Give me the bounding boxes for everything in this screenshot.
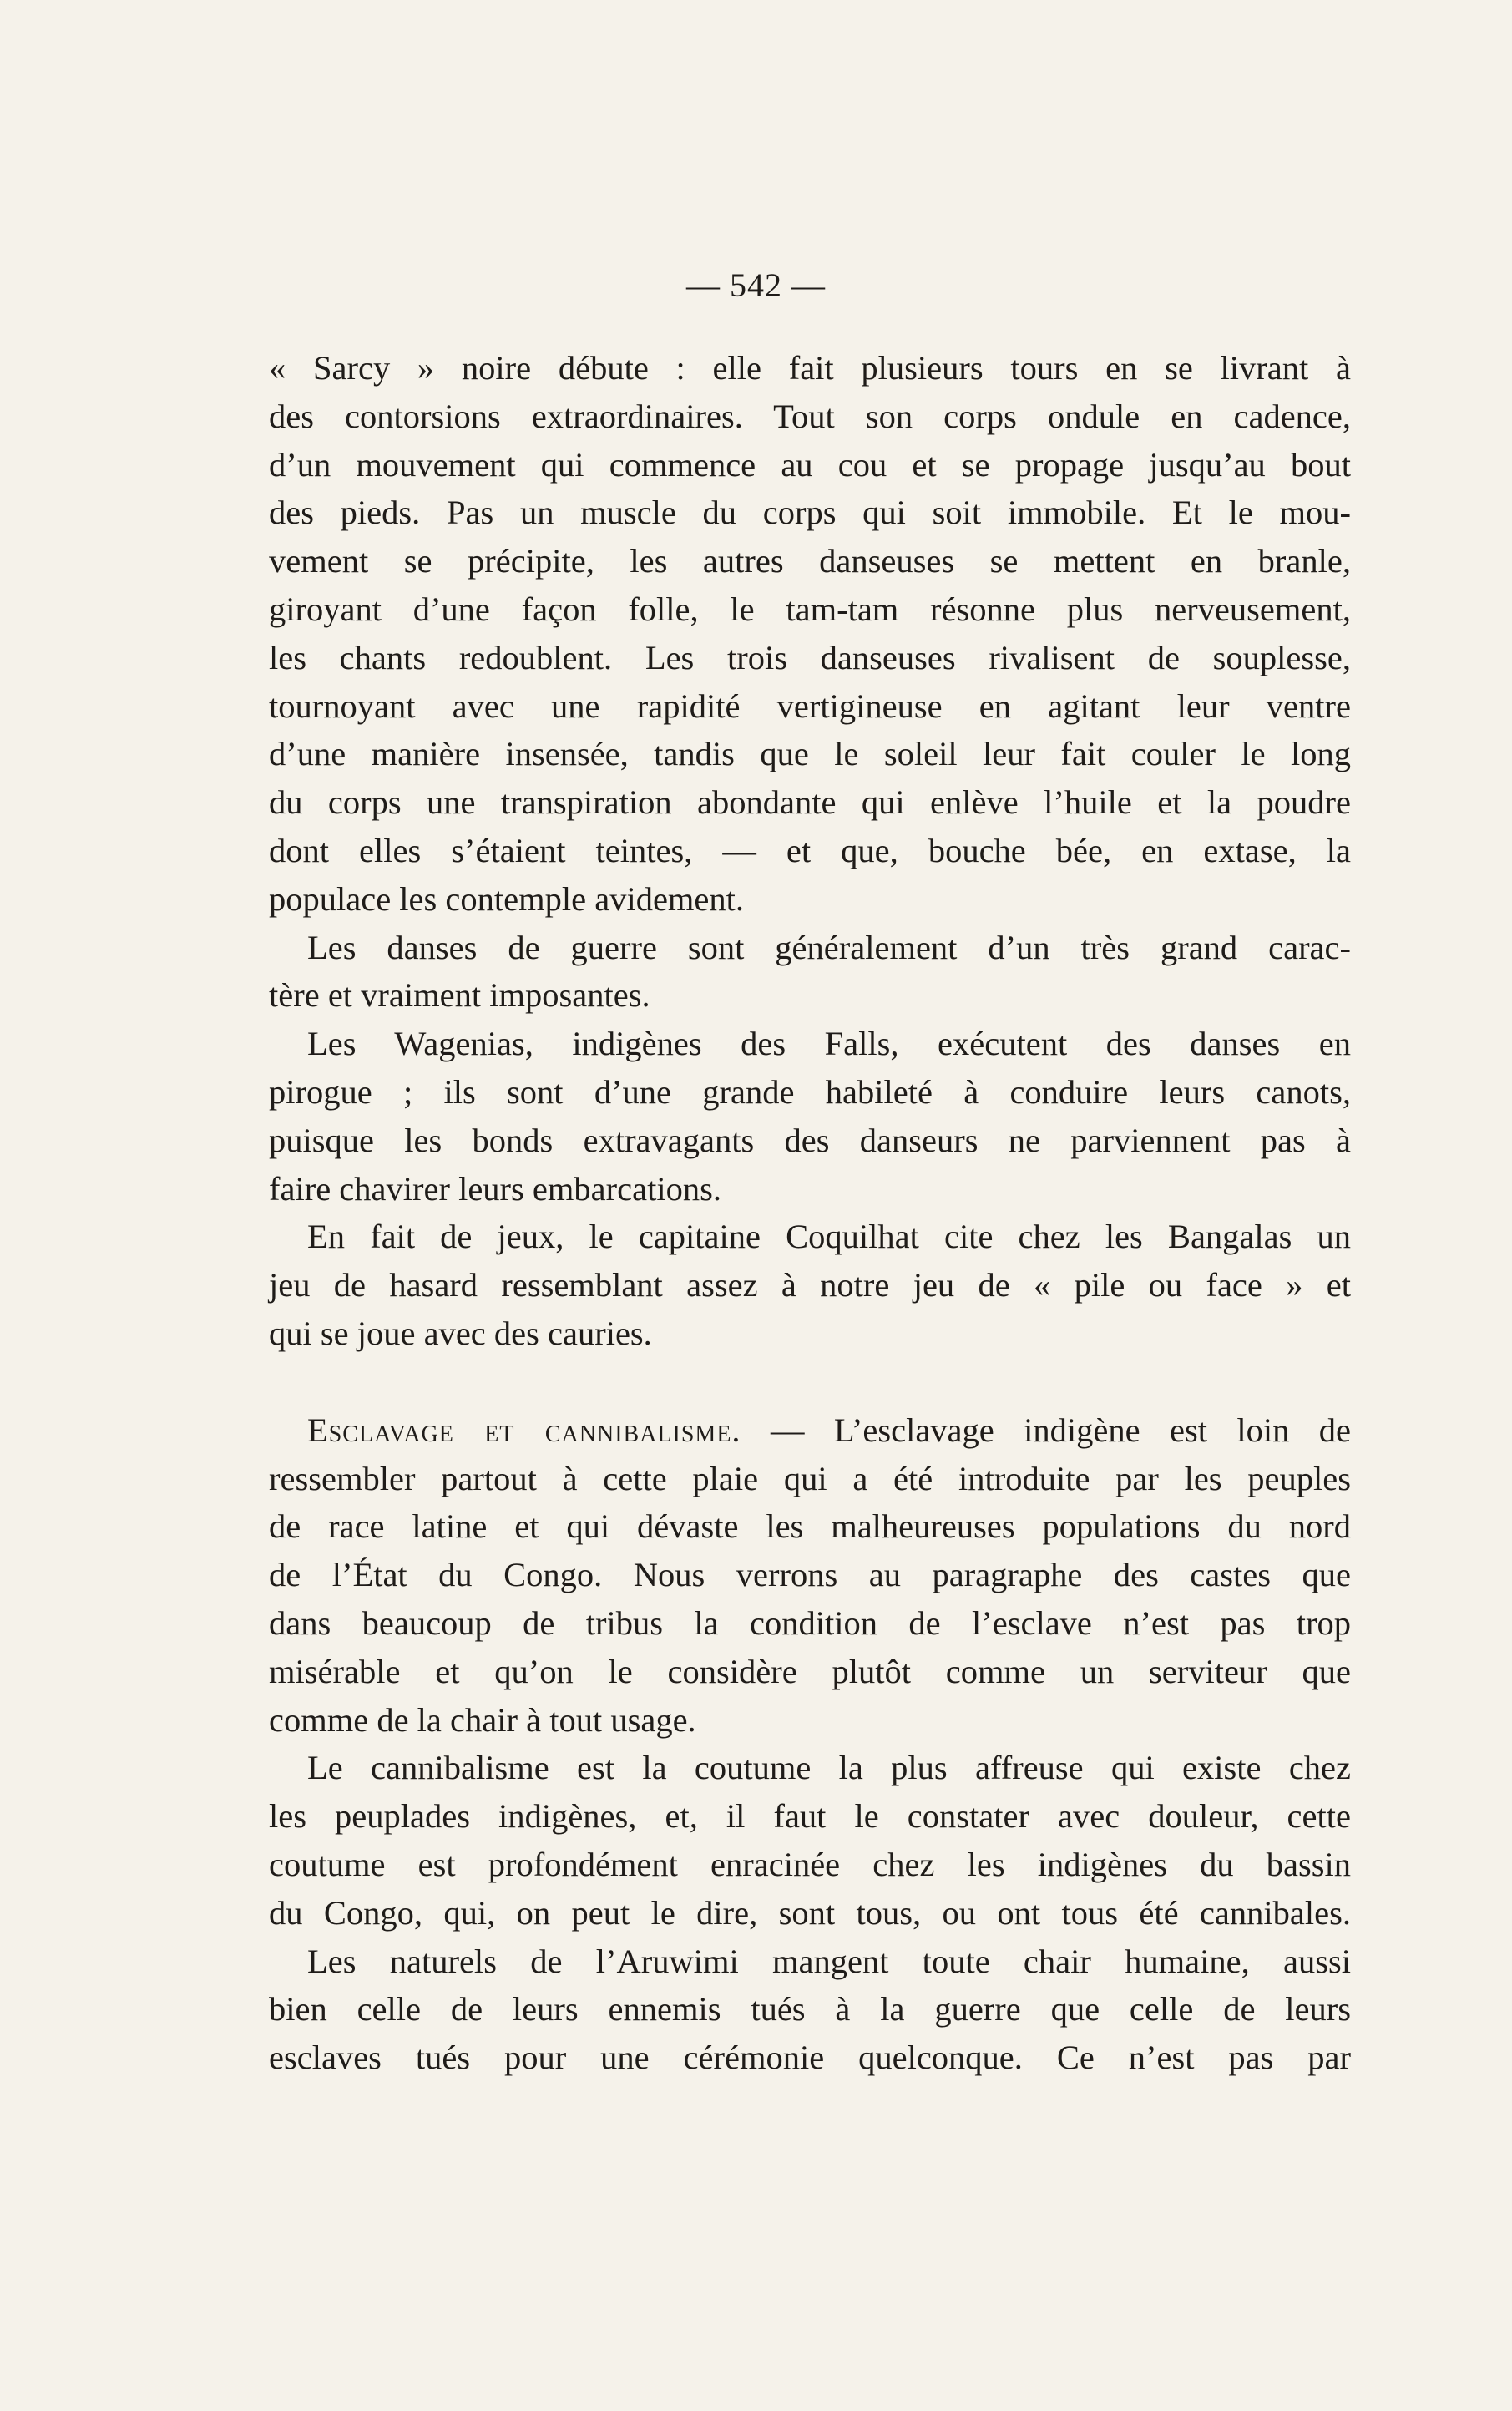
text-line: du corps une transpiration abondante qui enlève l’huile et la poudre [269, 783, 1351, 822]
text-line: « Sarcy » noire débute : elle fait plusieurs tours en se livrant à [269, 349, 1351, 387]
text-line: puisque les bonds extravagants des danseurs ne parviennent pas à [269, 1121, 1351, 1159]
text-line: qui se joue avec des cauries. [269, 1314, 652, 1352]
paragraph [269, 1020, 1351, 1213]
text-line: d’une manière insensée, tandis que le soleil leur fait couler le long [269, 735, 1351, 773]
text-line: Le cannibalisme est la coutume la plus affreuse qui existe chez [307, 1749, 1351, 1787]
text-line: les peuplades indigènes, et, il faut le constater avec douleur, cette [269, 1797, 1351, 1836]
body-text [269, 344, 1351, 2082]
text-line: esclaves tués pour une cérémonie quelconque. Ce n’est pas par [269, 2039, 1351, 2077]
text-line: giroyant d’une façon folle, le tam-tam résonne plus nerveusement, [269, 590, 1351, 628]
text-line: tère et vraiment imposantes. [269, 976, 650, 1015]
text-line: dont elles s’étaient teintes, — et que, bouche bée, en extase, la [269, 831, 1351, 869]
text-line: de race latine et qui dévaste les malheureuses populations du nord [269, 1507, 1351, 1546]
text-line: vement se précipite, les autres danseuses se mettent en branle, [269, 542, 1351, 580]
paragraph [269, 1213, 1351, 1357]
text-line: bien celle de leurs ennemis tués à la guerre que celle de leurs [269, 1990, 1351, 2029]
text-line: des contorsions extraordinaires. Tout son corps ondule en cadence, [269, 397, 1351, 435]
text-line: ressembler partout à cette plaie qui a été introduite par les peuples [269, 1459, 1351, 1497]
paragraph [269, 924, 1351, 1021]
section-first-line [269, 1406, 1351, 1455]
text-line: d’un mouvement qui commence au cou et se propage jusqu’au bout [269, 445, 1351, 484]
text-line: pirogue ; ils sont d’une grande habileté à conduire leurs canots, [269, 1072, 1351, 1111]
section-gap [269, 1358, 1351, 1406]
text-line: les chants redoublent. Les trois danseuses rivalisent de souplesse, [269, 638, 1351, 676]
text-line: tournoyant avec une rapidité vertigineuse en agitant leur ventre [269, 686, 1351, 725]
paragraph [269, 1744, 1351, 1937]
paragraph [269, 344, 1351, 924]
text-line: Les naturels de l’Aruwimi mangent toute chair humaine, aussi [307, 1942, 1351, 1980]
text-line: de l’État du Congo. Nous verrons au paragraphe des castes que [269, 1556, 1351, 1594]
text-run: — L’esclavage indigène est loin de [770, 1411, 1352, 1449]
text-line: populace les contemple avidement. [269, 879, 745, 918]
section-esclavage [269, 1406, 1351, 2082]
text-line: misérable et qu’on le considère plutôt comme un serviteur que [269, 1652, 1351, 1690]
text-line: coutume est profondément enracinée chez les indigènes du bassin [269, 1845, 1351, 1883]
text-line: des pieds. Pas un muscle du corps qui soit immobile. Et le mou- [269, 494, 1351, 532]
paragraph [269, 1406, 1351, 1745]
text-line: faire chavirer leurs embarcations. [269, 1169, 721, 1208]
page-number: — 542 — [686, 266, 826, 304]
text-line: comme de la chair à tout usage. [269, 1700, 696, 1739]
text-line: Les danses de guerre sont généralement d’un très grand carac- [307, 928, 1351, 966]
text-line: Les Wagenias, indigènes des Falls, exécutent des danses en [307, 1025, 1351, 1063]
section-heading: Esclavage et cannibalisme. [307, 1411, 741, 1449]
paragraph [269, 1937, 1351, 2082]
text-line: du Congo, qui, on peut le dire, sont tous, ou ont tous été cannibales. [269, 1893, 1351, 1932]
text-line: dans beaucoup de tribus la condition de l’esclave n’est pas trop [269, 1603, 1351, 1642]
text-line: En fait de jeux, le capitaine Coquilhat cite chez les Bangalas un [307, 1218, 1351, 1256]
text-line: jeu de hasard ressemblant assez à notre jeu de « pile ou face » et [269, 1266, 1351, 1304]
